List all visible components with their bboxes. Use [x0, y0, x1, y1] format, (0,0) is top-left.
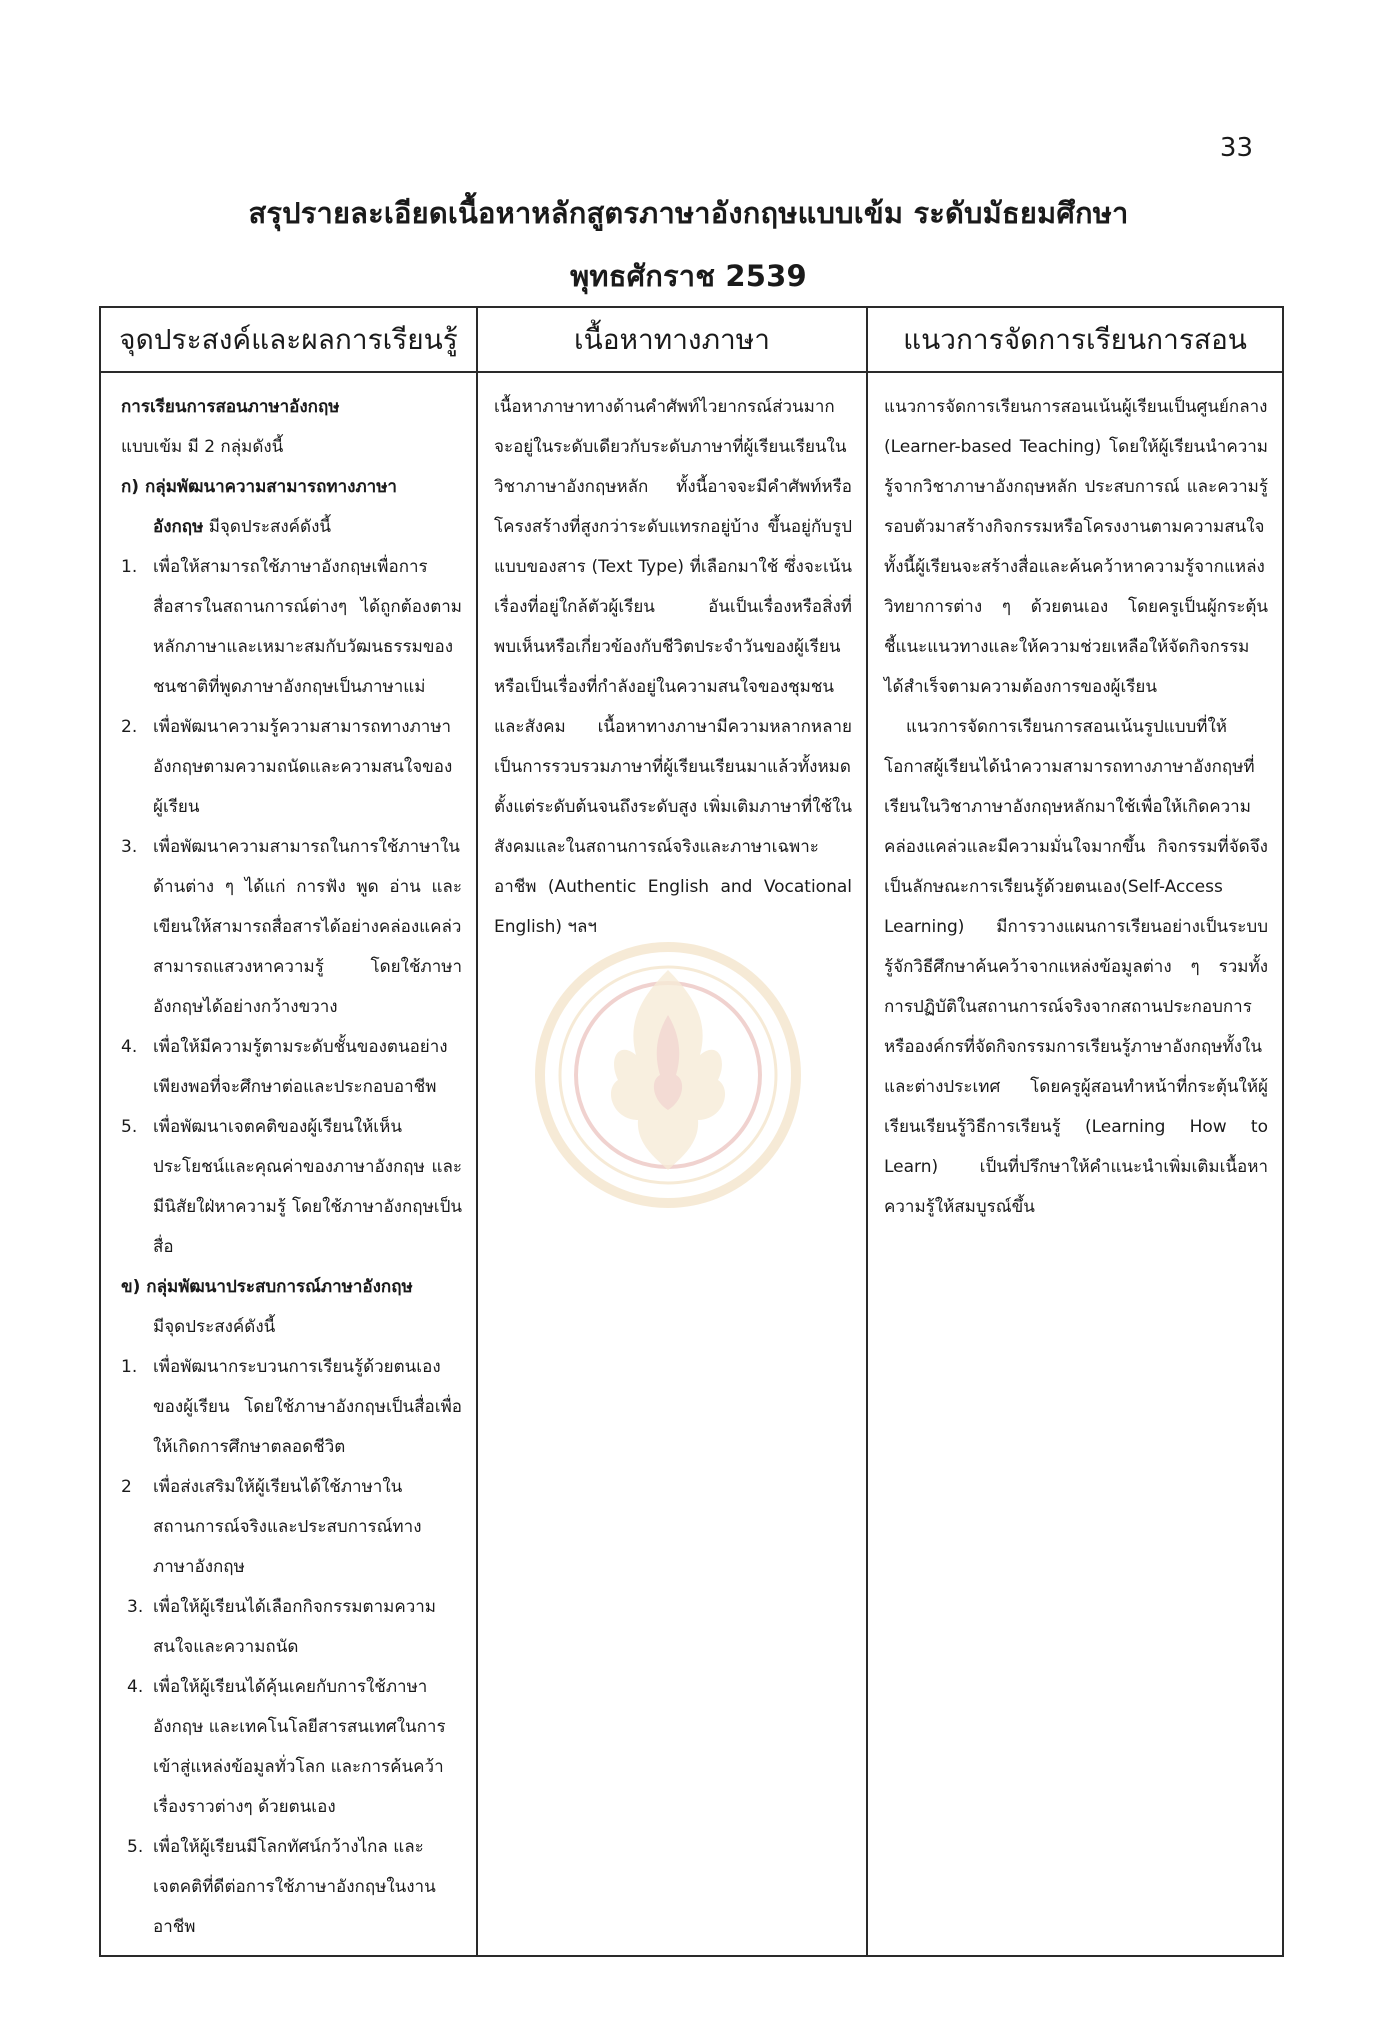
column-header-content: เนื้อหาทางภาษา	[477, 307, 867, 372]
item-text: เพื่อพัฒนากระบวนการเรียนรู้ด้วยตนเองของผู้เรียน โดยใช้ภาษาอังกฤษเป็นสื่อเพื่อให้เกิดการศึกษาตลอดชีวิต	[153, 1357, 462, 1457]
teaching-paragraph-1: แนวการจัดการเรียนการสอนเน้นผู้เรียนเป็นศูนย์กลาง (Learner-based Teaching) โดยให้ผู้เรียนนำความรู้จากวิชาภาษาอังกฤษหลัก ประสบการณ์ และความรู้รอบตัวมาสร้างกิจกรรมหรือโครงงานตามความสนใจ ทั้งนี้ผู้เรียนจะสร้างสื่อและค้นคว้าหาความรู้จากแหล่งวิทยาการต่าง ๆ ด้วยตนเอง โดยครูเป็นผู้กระตุ้นชี้แนะแนวทางและให้ความช่วยเหลือให้จัดกิจกรรมได้สำเร็จตามความต้องการของผู้เรียน	[884, 397, 1268, 697]
list-item	[121, 1347, 462, 1467]
item-text: เพื่อให้ผู้เรียนได้คุ้นเคยกับการใช้ภาษาอังกฤษ และเทคโนโลยีสารสนเทศในการเข้าสู่แหล่งข้อมูลทั่วโลก และการค้นคว้าเรื่องราวต่างๆ ด้วยตนเอง	[153, 1677, 446, 1817]
item-text: เพื่อพัฒนาเจตคติของผู้เรียนให้เห็นประโยชน์และคุณค่าของภาษาอังกฤษ และมีนิสัยใฝ่หาความรู้ โดยใช้ภาษาอังกฤษเป็นสื่อ	[153, 1117, 462, 1257]
group-a-title2: อังกฤษ	[153, 517, 204, 537]
column-header-objectives: จุดประสงค์และผลการเรียนรู้	[100, 307, 477, 372]
teaching-cell	[867, 372, 1283, 1956]
table-header-row	[100, 307, 1283, 372]
group-a-title: ก) กลุ่มพัฒนาความสามารถทางภาษา	[121, 477, 397, 497]
item-number: 3.	[127, 1597, 144, 1617]
content-cell	[477, 372, 867, 1956]
item-number: 4.	[127, 1677, 144, 1697]
page-number: 33	[1219, 133, 1253, 163]
list-item	[121, 827, 462, 1027]
item-text: เพื่อส่งเสริมให้ผู้เรียนได้ใช้ภาษาในสถานการณ์จริงและประสบการณ์ทางภาษาอังกฤษ	[153, 1477, 422, 1577]
item-text: เพื่อให้ผู้เรียนได้เลือกกิจกรรมตามความสนใจและความถนัด	[153, 1597, 437, 1657]
list-item	[121, 1027, 462, 1107]
item-number: 4.	[121, 1037, 138, 1057]
objectives-cell	[100, 372, 477, 1956]
content-paragraph: เนื้อหาภาษาทางด้านคำศัพท์ไวยากรณ์ส่วนมากจะอยู่ในระดับเดียวกับระดับภาษาที่ผู้เรียนเรียนในวิชาภาษาอังกฤษหลัก ทั้งนี้อาจจะมีคำศัพท์หรือโครงสร้างที่สูงกว่าระดับแทรกอยู่บ้าง ขึ้นอยู่กับรูปแบบของสาร (Text Type) ที่เลือกมาใช้ ซึ่งจะเน้นเรื่องที่อยู่ใกล้ตัวผู้เรียน อันเป็นเรื่องหรือสิ่งที่พบเห็นหรือเกี่ยวข้องกับชีวิตประจำวันของผู้เรียน หรือเป็นเรื่องที่กำลังอยู่ในความสนใจของชุมชนและสังคม เนื้อหาทางภาษามีความหลากหลาย เป็นการรวบรวมภาษาที่ผู้เรียนเรียนมาแล้วทั้งหมดตั้งแต่ระดับต้นจนถึงระดับสูง เพิ่มเติมภาษาที่ใช้ในสังคมและในสถานการณ์จริงและภาษาเฉพาะอาชีพ (Authentic English and Vocational English) ฯลฯ	[494, 397, 852, 937]
group-b-title: ข) กลุ่มพัฒนาประสบการณ์ภาษาอังกฤษ	[121, 1277, 413, 1297]
list-item	[121, 1587, 462, 1667]
group-a-sub: มีจุดประสงค์ดังนี้	[208, 517, 331, 537]
list-item	[121, 1667, 462, 1827]
item-number: 5.	[121, 1117, 138, 1137]
column-header-teaching: แนวการจัดการเรียนการสอน	[867, 307, 1283, 372]
item-number: 1.	[121, 557, 138, 577]
item-number: 2.	[121, 717, 138, 737]
list-item	[121, 1827, 462, 1947]
curriculum-table	[99, 306, 1284, 1957]
item-text: เพื่อให้สามารถใช้ภาษาอังกฤษเพื่อการสื่อสารในสถานการณ์ต่างๆ ได้ถูกต้องตามหลักภาษาและเหมาะสมกับวัฒนธรรมของชนชาติที่พูดภาษาอังกฤษเป็นภาษาแม่	[153, 557, 462, 697]
list-item	[121, 707, 462, 827]
item-number: 2	[121, 1477, 132, 1497]
item-text: เพื่อพัฒนาความสามารถในการใช้ภาษาในด้านต่าง ๆ ได้แก่ การฟัง พูด อ่าน และเขียนให้สามารถสื่อสารได้อย่างคล่องแคล่ว สามารถแสวงหาความรู้ โดยใช้ภาษาอังกฤษได้อย่างกว้างขวาง	[153, 837, 462, 1017]
list-item	[121, 1107, 462, 1267]
item-number: 1.	[121, 1357, 138, 1377]
item-text: เพื่อให้มีความรู้ตามระดับชั้นของตนอย่างเพียงพอที่จะศึกษาต่อและประกอบอาชีพ	[153, 1037, 448, 1097]
page-title: สรุปรายละเอียดเนื้อหาหลักสูตรภาษาอังกฤษแบบเข้ม ระดับมัธยมศึกษา	[248, 196, 1129, 230]
list-item	[121, 1467, 462, 1587]
intro-line2: แบบเข้ม มี 2 กลุ่มดังนี้	[121, 437, 284, 457]
group-b-list	[121, 1347, 462, 1947]
teaching-paragraph-2: แนวการจัดการเรียนการสอนเน้นรูปแบบที่ให้โอกาสผู้เรียนได้นำความสามารถทางภาษาอังกฤษที่เรียนในวิชาภาษาอังกฤษหลักมาใช้เพื่อให้เกิดความคล่องแคล่วและมีความมั่นใจมากขึ้น กิจกรรมที่จัดจึงเป็นลักษณะการเรียนรู้ด้วยตนเอง(Self-Access Learning) มีการวางแผนการเรียนอย่างเป็นระบบ รู้จักวิธีศึกษาค้นคว้าจากแหล่งข้อมูลต่าง ๆ รวมทั้งการปฏิบัติในสถานการณ์จริงจากสถานประกอบการหรือองค์กรที่จัดกิจกรรมการเรียนรู้ภาษาอังกฤษทั้งในและต่างประเทศ โดยครูผู้สอนทำหน้าที่กระตุ้นให้ผู้เรียนเรียนรู้วิธีการเรียนรู้ (Learning How to Learn) เป็นที่ปรึกษาให้คำแนะนำเพิ่มเติมเนื้อหาความรู้ให้สมบูรณ์ขึ้น	[884, 717, 1268, 1217]
table-row	[100, 372, 1283, 1956]
item-text: เพื่อให้ผู้เรียนมีโลกทัศน์กว้างไกล และเจตคติที่ดีต่อการใช้ภาษาอังกฤษในงานอาชีพ	[153, 1837, 436, 1937]
group-a-list	[121, 547, 462, 1267]
item-number: 3.	[121, 837, 138, 857]
item-text: เพื่อพัฒนาความรู้ความสามารถทางภาษาอังกฤษตามความถนัดและความสนใจของผู้เรียน	[153, 717, 453, 817]
page-subtitle: พุทธศักราช 2539	[570, 259, 807, 293]
group-b-sub: มีจุดประสงค์ดังนี้	[153, 1317, 276, 1337]
item-number: 5.	[127, 1837, 144, 1857]
list-item	[121, 547, 462, 707]
intro-line1: การเรียนการสอนภาษาอังกฤษ	[121, 397, 340, 417]
